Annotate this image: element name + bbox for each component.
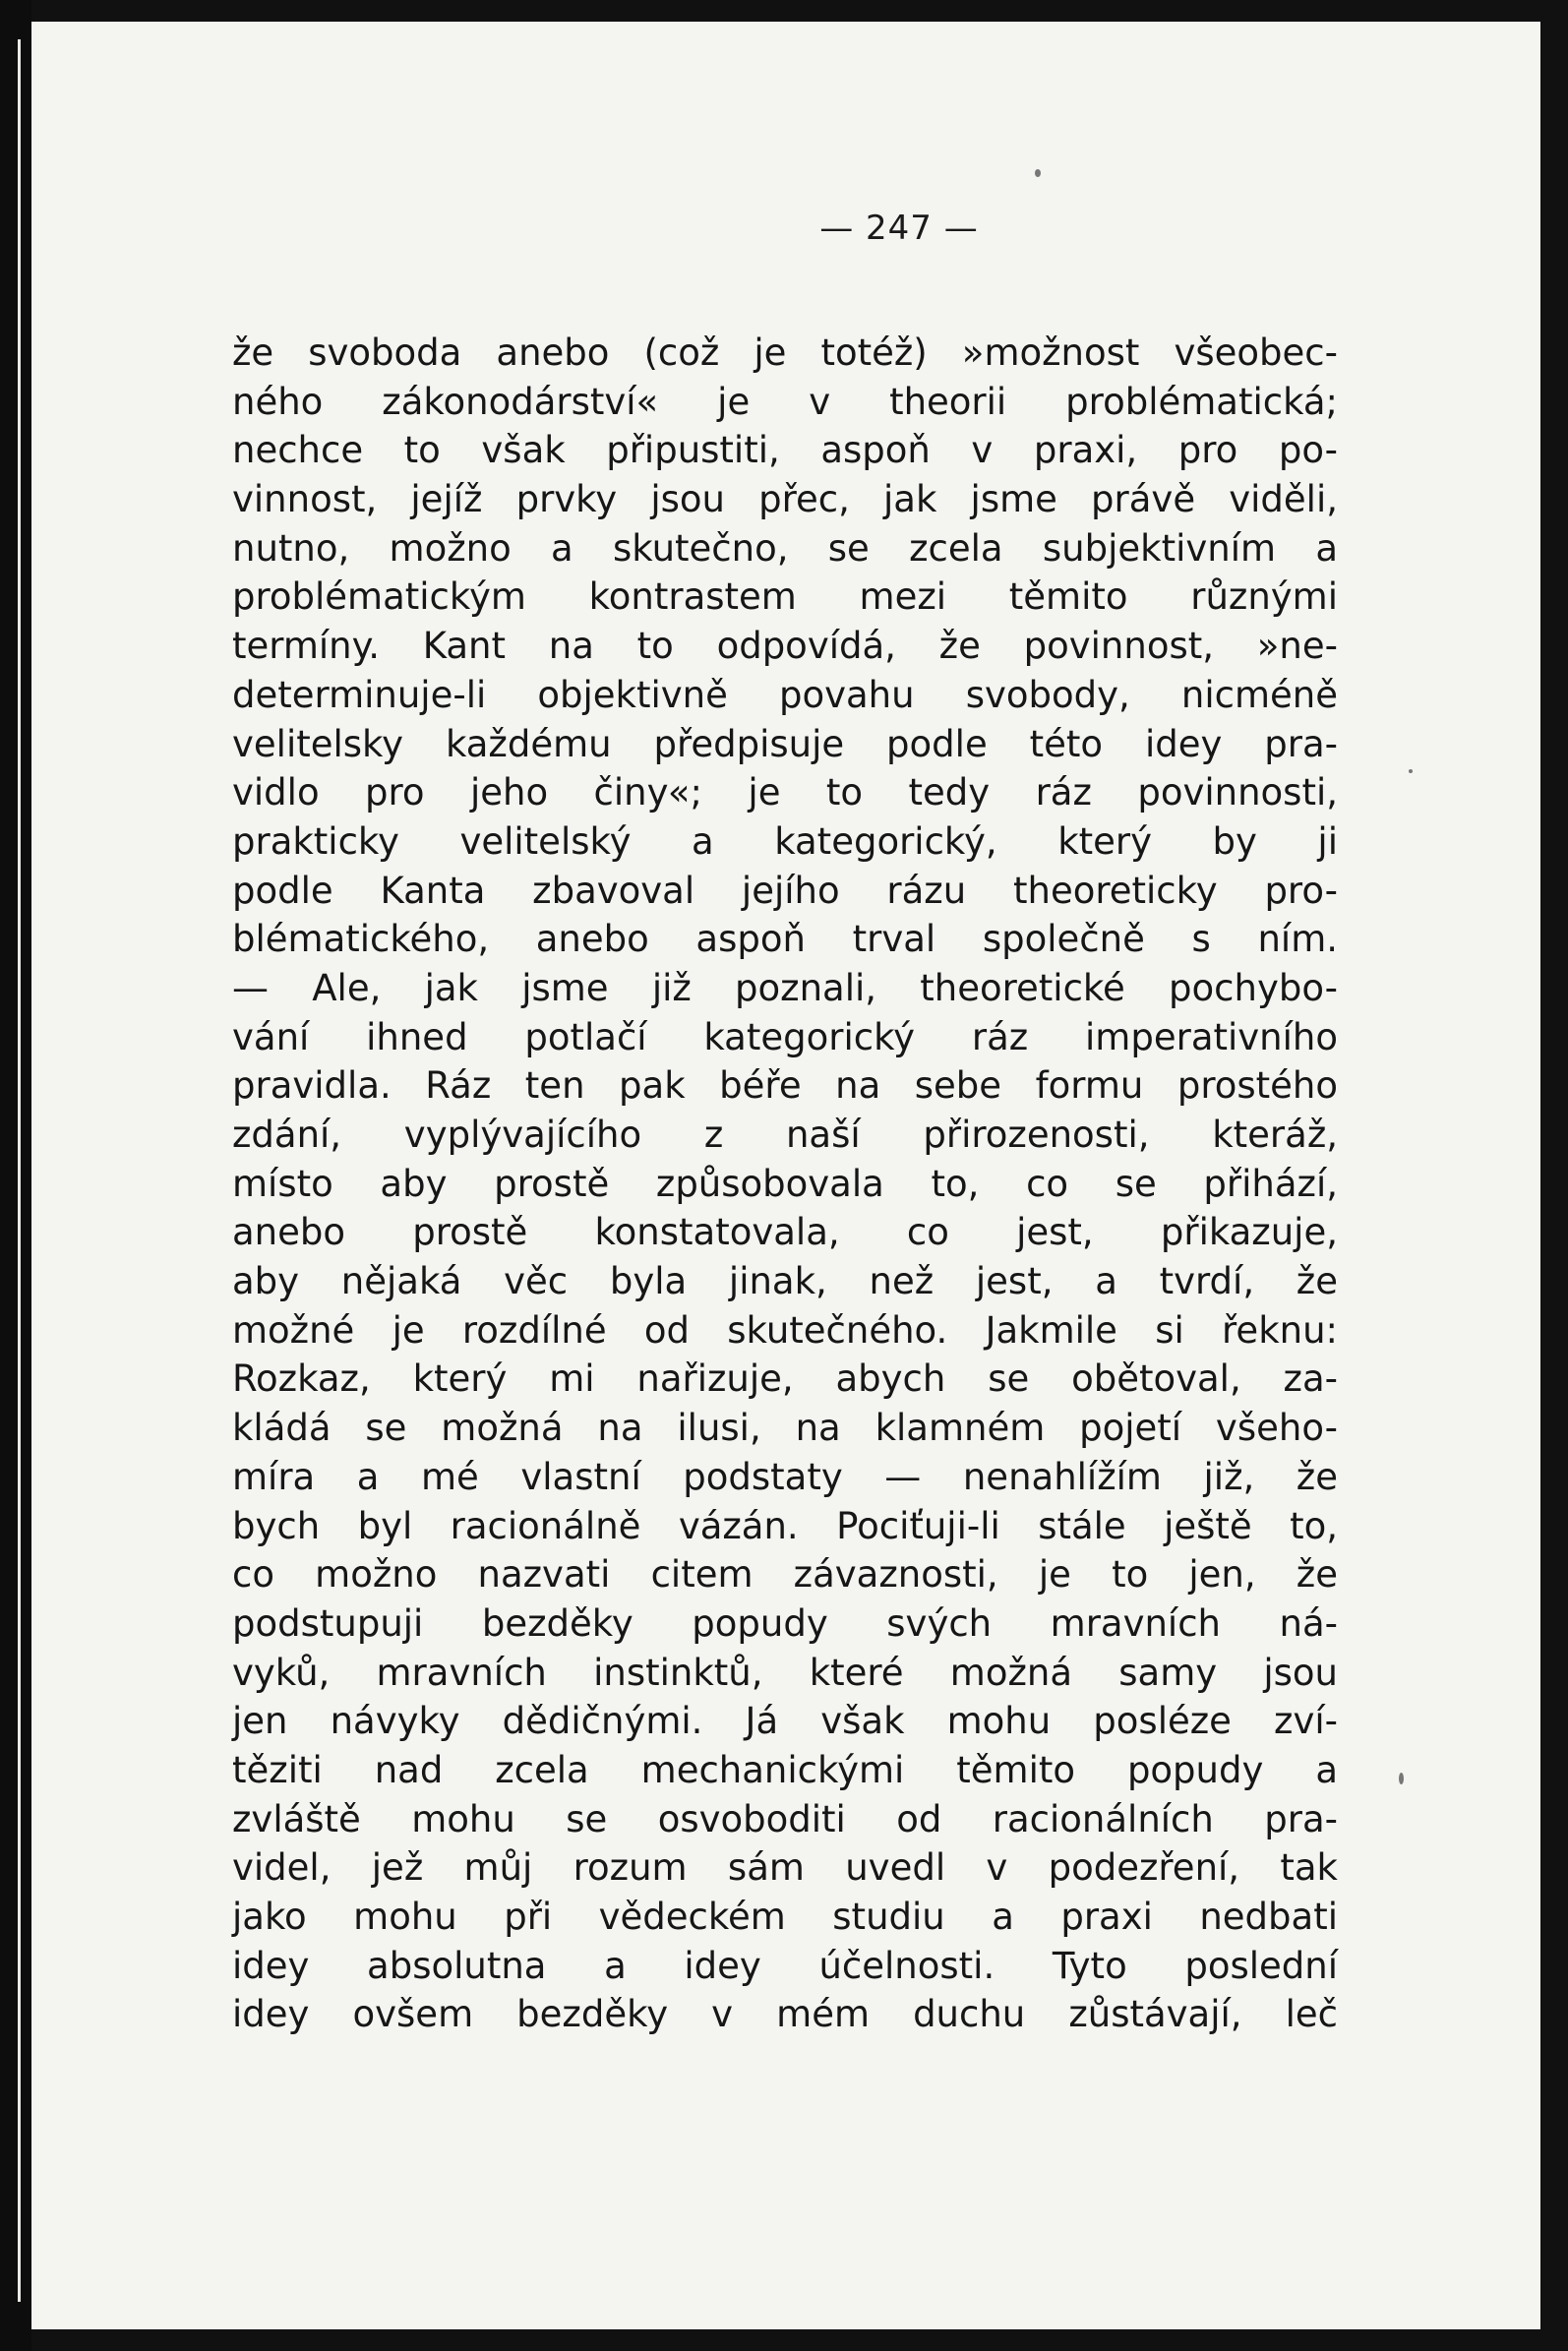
scan-left-edge	[0, 0, 31, 2351]
scan-edge-line	[18, 39, 21, 2302]
text-line: že svoboda anebo (což je totéž) »možnost všeobec-	[232, 332, 1338, 374]
page-number-text: — 247 —	[819, 209, 979, 248]
text-line: termíny. Kant na to odpovídá, že povinnost, »ne-	[232, 625, 1338, 668]
text-line: — Ale, jak jsme již poznali, theoretické pochybo-	[232, 966, 1338, 1009]
text-line: nechce to však připustiti, aspoň v praxi, pro po-	[232, 429, 1338, 472]
text-line: velitelsky každému předpisuje podle této idey pra-	[232, 722, 1338, 765]
text-line: místo aby prostě způsobovala to, co se přihází,	[232, 1162, 1338, 1205]
text-line: co možno nazvati citem závaznosti, je to jen, že	[232, 1553, 1338, 1597]
text-line: anebo prostě konstatovala, co jest, přikazuje,	[232, 1211, 1338, 1254]
text-line: nutno, možno a skutečno, se zcela subjektivním a	[232, 526, 1338, 570]
text-line: možné je rozdílné od skutečného. Jakmile si řeknu:	[232, 1308, 1338, 1352]
text-line: Rozkaz, který mi nařizuje, abych se obětoval, za-	[232, 1357, 1338, 1401]
paper-speck	[1399, 1773, 1404, 1784]
text-line: zdání, vyplývajícího z naší přirozenosti, kteráž,	[232, 1114, 1338, 1156]
text-line: vidlo pro jeho činy«; je to tedy ráz povinnosti,	[232, 771, 1338, 814]
text-line: míra a mé vlastní podstaty — nenahlížím již, že	[232, 1455, 1338, 1498]
paper-speck	[1035, 169, 1041, 177]
book-page	[31, 22, 1540, 2329]
text-line: blématického, anebo aspoň trval společně s ním.	[232, 918, 1338, 961]
page-number	[31, 209, 1540, 248]
text-line: idey ovšem bezděky v mém duchu zůstávají, leč	[232, 1993, 1338, 2036]
text-line: zvláště mohu se osvoboditi od racionálních pra-	[232, 1797, 1338, 1840]
text-line: podstupuji bezděky popudy svých mravních ná-	[232, 1601, 1338, 1645]
text-line: vání ihned potlačí kategorický ráz imperativního	[232, 1015, 1338, 1058]
text-line: vinnost, jejíž prvky jsou přec, jak jsme právě viděli,	[232, 478, 1338, 521]
paper-speck	[1409, 769, 1413, 773]
text-line: determinuje-li objektivně povahu svobody, nicméně	[232, 673, 1338, 716]
text-line: videl, jež můj rozum sám uvedl v podezření, tak	[232, 1846, 1338, 1890]
text-line: aby nějaká věc byla jinak, než jest, a tvrdí, že	[232, 1260, 1338, 1303]
text-line: jen návyky dědičnými. Já však mohu posléze zví-	[232, 1700, 1338, 1743]
text-line: jako mohu při vědeckém studiu a praxi nedbati	[232, 1896, 1338, 1938]
text-line: těziti nad zcela mechanickými těmito popudy a	[232, 1748, 1338, 1791]
text-line: idey absolutna a idey účelnosti. Tyto poslední	[232, 1944, 1338, 1987]
text-line: vyků, mravních instinktů, které možná samy jsou	[232, 1651, 1338, 1694]
text-line: podle Kanta zbavoval jejího rázu theoreticky pro-	[232, 869, 1338, 912]
text-line: bych byl racionálně vázán. Pociťuji-li stále ještě to,	[232, 1504, 1338, 1547]
text-line: pravidla. Ráz ten pak béře na sebe formu prostého	[232, 1064, 1338, 1108]
text-line: prakticky velitelský a kategorický, který by ji	[232, 819, 1338, 863]
body-text	[232, 329, 1338, 2039]
text-line: ného zákonodárství« je v theorii problématická;	[232, 380, 1338, 423]
text-line: kládá se možná na ilusi, na klamném pojetí všeho-	[232, 1407, 1338, 1450]
text-line: problématickým kontrastem mezi těmito různými	[232, 575, 1338, 619]
